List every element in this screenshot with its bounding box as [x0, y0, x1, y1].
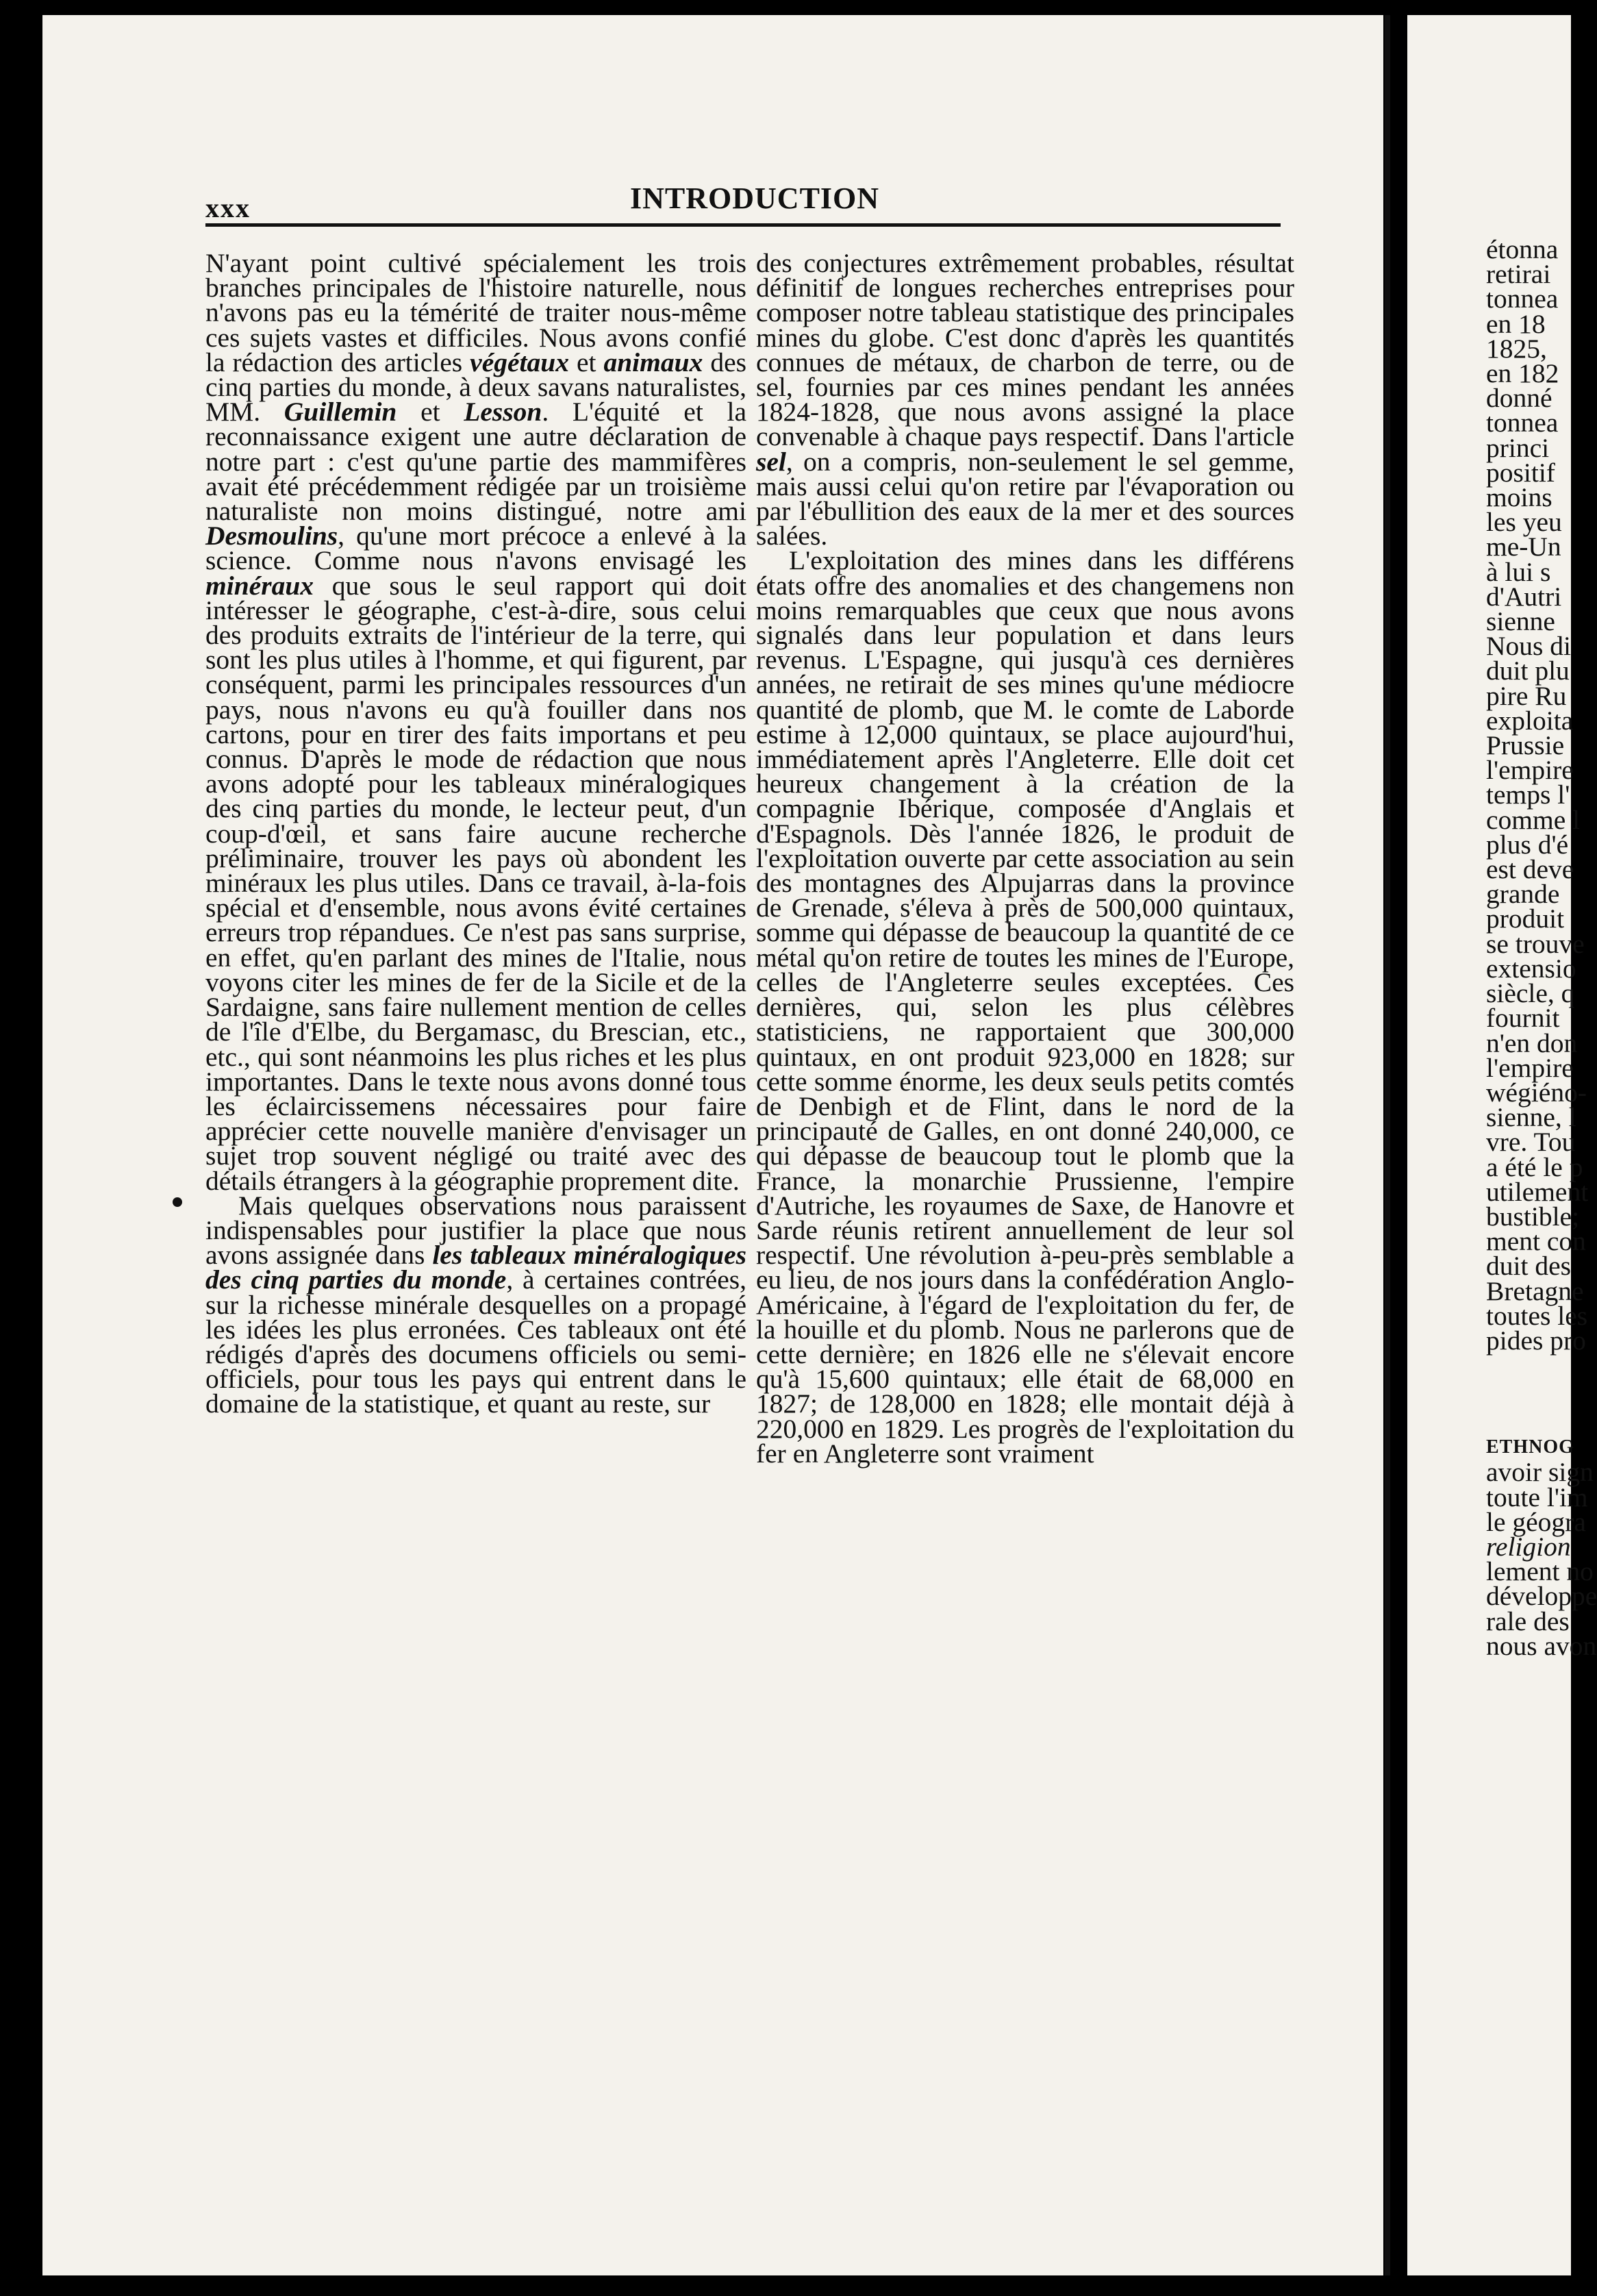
text-run: . L'équité et la reconnaissance exigent une autre déclaration de notre part : c'est qu'une partie des mammifères avait été précédemment rédigée par un troisième naturaliste non moins distingué, notre ami	[205, 397, 746, 527]
text-column-middle	[756, 248, 1294, 1469]
text-column-left	[205, 248, 747, 1419]
line-fragment: grande	[1486, 879, 1560, 910]
line-fragment: sienne	[1486, 606, 1555, 637]
line-fragment: le géogra	[1486, 1506, 1586, 1537]
running-title: INTRODUCTION	[630, 182, 880, 215]
line-fragment: Prussie	[1486, 730, 1565, 761]
text-run: Mais quelques observations nous paraissent indispensables pour justifier la place que nous avons assignée dans	[205, 1190, 746, 1271]
line-fragment: développe	[1486, 1581, 1597, 1612]
line-fragment: rale des	[1486, 1606, 1570, 1636]
paragraph	[756, 248, 1294, 551]
italic-run: animaux	[603, 347, 703, 377]
text-run: que sous le seul rapport qui doit intéresser le géographe, c'est-à-dire, sous celui des produits extraits de l'intérieur de la terre, qui sont les plus utiles à l'homme, et qui figurent, par conséquent, parmi les principales ressources d'un pays, nous n'avons eu qu'à fouiller dans nos cartons, pour en tirer des faits importans et peu connus. D'après le mode de rédaction que nous avons adopté pour les tableaux minéralogiques des cinq parties du monde, le lecteur peut, d'un coup-d'œil, et sans faire aucune recherche préliminaire, trouver les pays où abondent les minéraux les plus utiles. Dans ce travail, à-la-fois spécial et d'ensemble, nous avons évité certaines erreurs trop répandues. Ce n'est pas sans surprise, en effet, qu'en parlant des mines de l'Italie, nous voyons citer les mines de fer de la Sicile et de la Sardaigne, sans faire nullement mention de celles de l'île d'Elbe, du Bergamasc, du Brescian, etc., etc., qui sont néanmoins les plus riches et les plus importantes. Dans le texte nous avons donné tous les éclaircissemens nécessaires pour faire apprécier cette nouvelle manière d'envisager un sujet trop souvent négligé ou traité avec des détails étrangers à la géographie proprement dite.	[205, 570, 746, 1196]
line-fragment: toutes les	[1486, 1300, 1588, 1331]
page-gutter	[1385, 15, 1390, 2275]
line-fragment: exploita	[1486, 705, 1574, 736]
line-fragment: utilement	[1486, 1176, 1589, 1207]
line-fragment: tonnea	[1486, 408, 1559, 438]
margin-mark	[173, 1197, 182, 1207]
right-lower-lines	[1486, 1435, 1597, 1661]
text-run: et	[568, 347, 604, 377]
line-fragment: 1825,	[1486, 333, 1547, 364]
text-run: , on a compris, non-seulement le sel gemme, mais aussi celui qu'on retire par l'évaporation ou par l'ébullition des eaux de la mer et des sources salées.	[756, 446, 1294, 551]
line-fragment: lement no	[1486, 1556, 1594, 1587]
line-fragment: étonna	[1486, 234, 1559, 264]
line-fragment: donné	[1486, 383, 1552, 414]
line-fragment: duit des	[1486, 1251, 1571, 1282]
page-header	[205, 179, 1281, 221]
italic-run: végétaux	[470, 347, 569, 377]
line-fragment: duit plu	[1486, 656, 1570, 686]
line-fragment: positif	[1486, 457, 1555, 488]
line-fragment: pides pro	[1486, 1325, 1586, 1356]
line-fragment: l'empire	[1486, 1052, 1574, 1083]
line-fragment: avoir sign	[1486, 1457, 1594, 1488]
line-fragment: plus d'é	[1486, 829, 1569, 860]
line-fragment: a été le p	[1486, 1151, 1583, 1182]
header-rule	[205, 223, 1281, 227]
italic-run: Guillemin	[284, 397, 397, 427]
text-run: , qu'une mort précoce a enlevé à la science. Comme nous n'avons envisagé les	[205, 521, 746, 576]
line-fragment: ETHNOG	[1486, 1436, 1574, 1458]
text-run: des cinq parties du monde, à deux savans naturalistes, MM.	[205, 347, 747, 427]
line-fragment: religion	[1486, 1531, 1571, 1562]
line-fragment: d'Autri	[1486, 581, 1562, 612]
text-run: des conjectures extrêmement probables, résultat définitif de longues recherches entreprises pour composer notre tableau statistique des principales mines du globe. C'est donc d'après les quantités connues de métaux, de charbon de terre, ou de sel, fournies par ces mines pendant les années 1824-1828, que nous avons assigné la place convenable à chaque pays respectif. Dans l'article	[756, 248, 1294, 452]
line-fragment: produit	[1486, 903, 1565, 934]
line-fragment: siècle, q	[1486, 978, 1575, 1009]
right-upper-lines	[1486, 234, 1596, 1356]
text-run: N'ayant point cultivé spécialement les trois branches principales de l'histoire naturelle, nous n'avons pas eu la témérité de traiter nous-même ces sujets vastes et difficiles. Nous avons confié la rédaction des articles	[205, 248, 746, 377]
line-fragment: l'empire	[1486, 755, 1574, 786]
italic-run: minéraux	[205, 570, 314, 601]
line-fragment: Bretagne	[1486, 1275, 1584, 1306]
line-fragment: moins	[1486, 482, 1552, 513]
spacer	[1486, 1353, 1596, 1435]
italic-run: les tableaux minéralogiques des cinq parties du monde	[205, 1240, 747, 1295]
line-fragment: en 182	[1486, 358, 1559, 389]
line-fragment: en 18	[1486, 308, 1546, 339]
line-fragment: est deve	[1486, 854, 1574, 885]
line-fragment: sienne, l	[1486, 1102, 1576, 1133]
line-fragment: comme l	[1486, 804, 1581, 835]
text-column-right-cut	[1486, 234, 1597, 1661]
line-fragment: extensio	[1486, 953, 1576, 984]
italic-run: sel	[756, 446, 786, 477]
paragraph	[205, 248, 747, 1196]
text-run: , à certaines contrées, sur la richesse minérale desquelles on a propagé les idées les plus erronées. Ces tableaux ont été rédigés d'après des documens officiels ou semi-officiels, pour tous les pays qui entrent dans le domaine de la statistique, et quant au reste, sur	[205, 1264, 747, 1419]
line-fragment: ment con	[1486, 1226, 1586, 1257]
line-fragment: retirai	[1486, 259, 1551, 290]
line-fragment: pire Ru	[1486, 680, 1567, 711]
line-fragment: les yeu	[1486, 507, 1562, 538]
italic-run: Desmoulins	[205, 521, 338, 551]
line-fragment: me-Un	[1486, 532, 1561, 562]
line-fragment: nous avon	[1486, 1630, 1597, 1661]
paragraph	[205, 1190, 747, 1419]
line-fragment: Nous di	[1486, 631, 1571, 662]
text-run: et	[397, 397, 464, 427]
line-fragment: toute l'im	[1486, 1482, 1588, 1512]
line-fragment: n'en don	[1486, 1027, 1578, 1058]
line-fragment: wégiéno-	[1486, 1077, 1587, 1108]
italic-run: Lesson	[464, 397, 542, 427]
line-fragment: tonnea	[1486, 284, 1559, 314]
line-fragment: fournit	[1486, 1003, 1560, 1034]
line-fragment: se trouve	[1486, 928, 1585, 959]
line-fragment: vre. Tou	[1486, 1127, 1576, 1158]
line-fragment: princi	[1486, 432, 1550, 463]
line-fragment: à lui s	[1486, 556, 1551, 587]
paragraph: L'exploitation des mines dans les différens états offre des anomalies et des changemens non moins remarquables que ceux que nous avons signalés dans leur population et dans leurs revenus. L'Espagne, qui jusqu'à ces dernières années, ne retirait de ses mines qu'une médiocre quantité de plomb, que M. le comte de Laborde estime à 12,000 quintaux, se place aujourd'hui, immédiatement après l'Angleterre. Elle doit cet heureux changement à la création de la compagnie Ibérique, composée d'Anglais et d'Espagnols. Dès l'année 1826, le produit de l'exploitation ouverte par cette association au sein des montagnes des Alpujarras dans la province de Grenade, s'éleva à près de 500,000 quintaux, somme qui dépasse de beaucoup la quantité de ce métal qu'on retire de toutes les mines de l'Europe, celles de l'Angleterre seules exceptées. Ces dernières, qui, selon les plus célèbres statisticiens, ne rapportaient que 300,000 quintaux, en ont produit 923,000 en 1828; sur cette somme énorme, les deux seuls petits comtés de Denbigh et de Flint, dans le nord de la principauté de Galles, en ont donné 240,000, ce qui dépasse de beaucoup tout le plomb que la France, la monarchie Prussienne, l'empire d'Autriche, les royaumes de Saxe, de Hanovre et Sarde réunis retirent annuellement de leur sol respectif. Une révolution à-peu-près semblable a eu lieu, de nos jours dans la confédération Anglo-Américaine, à l'égard de l'exploitation du fer, de la houille et du plomb. Nous ne parlerons que de cette dernière; en 1826 elle ne s'élevait encore qu'à 15,600 quintaux; elle était de 68,000 en 1827; de 128,000 en 1828; elle montait déjà à 220,000 en 1829. Les progrès de l'exploitation du fer en Angleterre sont vraiment	[756, 545, 1294, 1469]
line-fragment: temps l'	[1486, 779, 1570, 810]
line-fragment: bustible;	[1486, 1201, 1580, 1232]
page-number: xxx	[205, 192, 251, 223]
